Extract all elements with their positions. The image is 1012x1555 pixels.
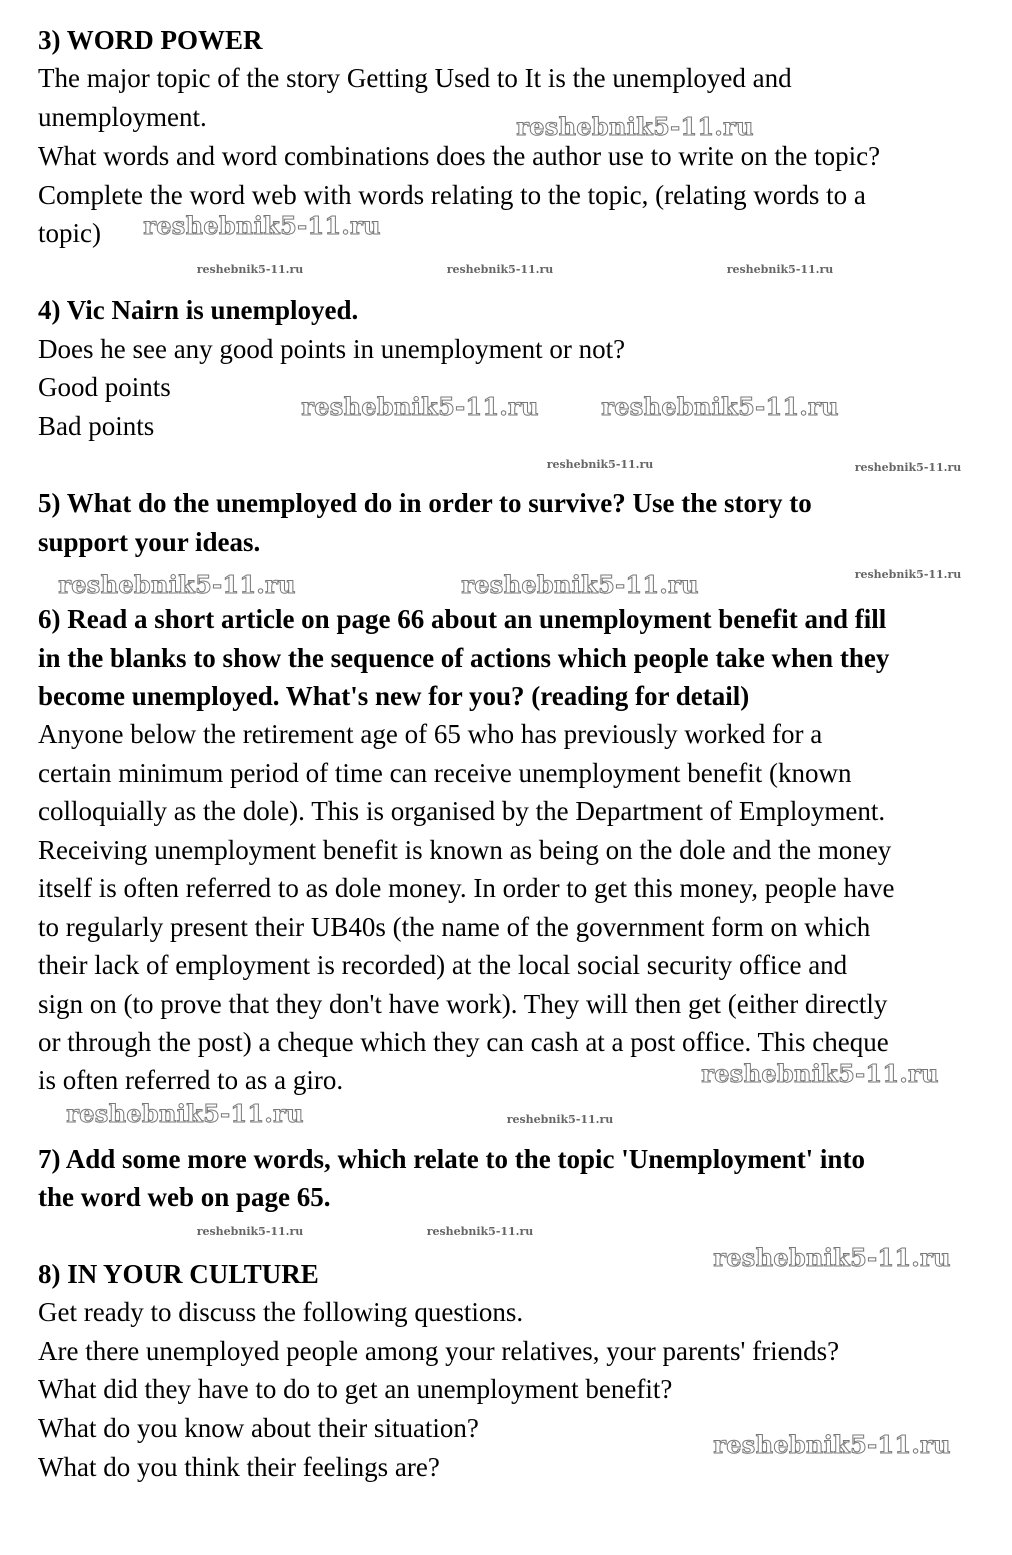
- body-text-line: sign on (to prove that they don't have work). They will then get (either directly: [38, 989, 888, 1019]
- body-text-line: or through the post) a cheque which they can cash at a post office. This cheque: [38, 1027, 889, 1057]
- body-text-line: certain minimum period of time can receive unemployment benefit (known: [38, 758, 852, 788]
- body-text-line: is often referred to as a giro.: [38, 1065, 344, 1095]
- body-text-line: What did they have to do to get an unemployment benefit?: [38, 1374, 673, 1404]
- watermark: reshebnik5-11.ru: [426, 1225, 534, 1238]
- watermark: reshebnik5-11.ru: [713, 1430, 951, 1459]
- body-text-line: What do you think their feelings are?: [38, 1452, 440, 1482]
- watermark: reshebnik5-11.ru: [196, 1225, 304, 1238]
- watermark: reshebnik5-11.ru: [854, 568, 962, 581]
- watermark: reshebnik5-11.ru: [461, 570, 699, 599]
- body-text-line: their lack of employment is recorded) at the local social security office and: [38, 950, 848, 980]
- section-heading: 8) IN YOUR CULTURE: [38, 1259, 319, 1289]
- body-text-line: Complete the word web with words relating to the topic, (relating words to a: [38, 180, 866, 210]
- watermark: reshebnik5-11.ru: [854, 461, 962, 474]
- section-heading-line: 5) What do the unemployed do in order to survive? Use the story to: [38, 488, 812, 518]
- body-text-line: to regularly present their UB40s (the name of the government form on which: [38, 912, 871, 942]
- body-text-line: The major topic of the story Getting Used to It is the unemployed and: [38, 63, 792, 93]
- section-heading-line: 7) Add some more words, which relate to the topic 'Unemployment' into: [38, 1144, 865, 1174]
- body-text-line: What do you know about their situation?: [38, 1413, 479, 1443]
- watermark: reshebnik5-11.ru: [58, 570, 296, 599]
- watermark: reshebnik5-11.ru: [726, 263, 834, 276]
- body-text-line: Get ready to discuss the following questions.: [38, 1297, 524, 1327]
- watermark: reshebnik5-11.ru: [516, 112, 754, 141]
- watermark: reshebnik5-11.ru: [601, 392, 839, 421]
- body-text-line: Does he see any good points in unemployment or not?: [38, 334, 626, 364]
- body-text-line: Receiving unemployment benefit is known as being on the dole and the money: [38, 835, 892, 865]
- body-text-line: topic): [38, 218, 101, 248]
- watermark: reshebnik5-11.ru: [446, 263, 554, 276]
- watermark: reshebnik5-11.ru: [196, 263, 304, 276]
- body-text-line: unemployment.: [38, 102, 207, 132]
- watermark: reshebnik5-11.ru: [143, 211, 381, 240]
- section-heading-line: in the blanks to show the sequence of actions which people take when they: [38, 643, 890, 673]
- watermark: reshebnik5-11.ru: [546, 458, 654, 471]
- body-text-line: colloquially as the dole). This is organised by the Department of Employment.: [38, 796, 886, 826]
- section-heading-line: support your ideas.: [38, 527, 261, 557]
- watermark: reshebnik5-11.ru: [301, 392, 539, 421]
- watermark: reshebnik5-11.ru: [506, 1113, 614, 1126]
- body-text-line: Bad points: [38, 411, 155, 441]
- section-heading: 3) WORD POWER: [38, 25, 263, 55]
- body-text-line: itself is often referred to as dole money. In order to get this money, people have: [38, 873, 895, 903]
- body-text-line: Good points: [38, 372, 171, 402]
- section-heading-line: 6) Read a short article on page 66 about an unemployment benefit and fill: [38, 604, 887, 634]
- section-heading: 4) Vic Nairn is unemployed.: [38, 295, 359, 325]
- section-heading-line: the word web on page 65.: [38, 1182, 331, 1212]
- body-text-line: Anyone below the retirement age of 65 who has previously worked for a: [38, 719, 823, 749]
- watermark: reshebnik5-11.ru: [701, 1059, 939, 1088]
- watermark: reshebnik5-11.ru: [66, 1099, 304, 1128]
- body-text-line: Are there unemployed people among your relatives, your parents' friends?: [38, 1336, 840, 1366]
- body-text-line: What words and word combinations does the author use to write on the topic?: [38, 141, 881, 171]
- section-heading-line: become unemployed. What's new for you? (reading for detail): [38, 681, 750, 711]
- watermark: reshebnik5-11.ru: [713, 1243, 951, 1272]
